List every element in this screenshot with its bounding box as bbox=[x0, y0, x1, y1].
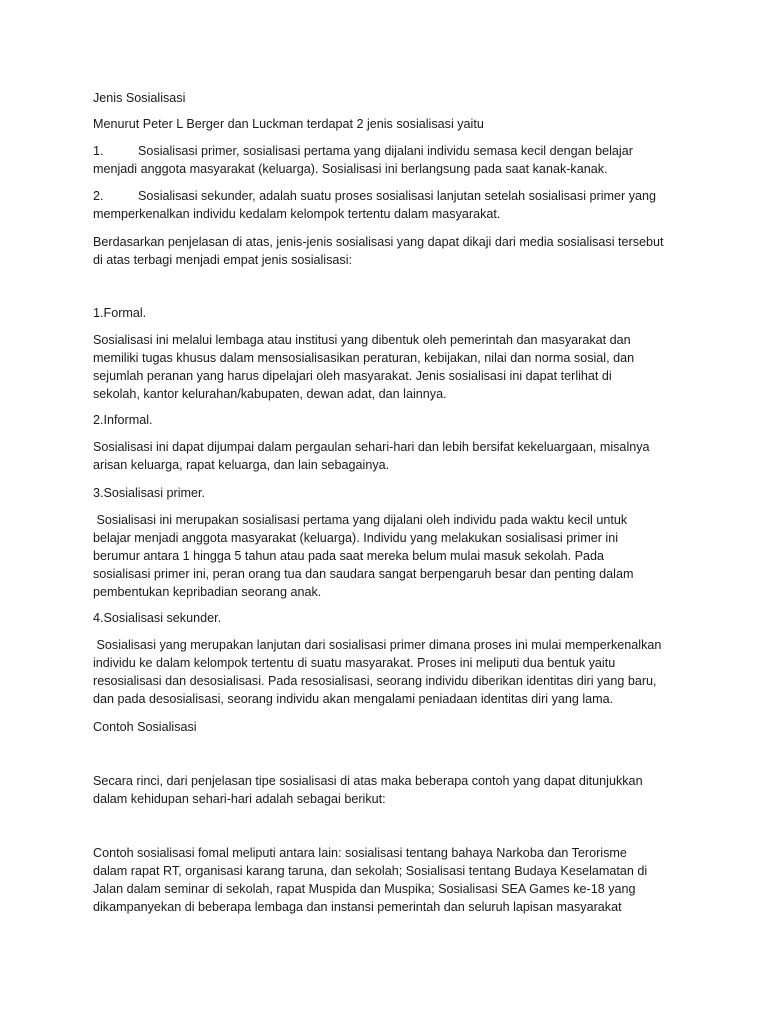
section-line: Sosialisasi ini merupakan sosialisasi pertama yang dijalani oleh individu pada waktu kecil untuk bbox=[93, 513, 628, 527]
section-line: sejumlah peranan yang harus dipelajari oleh masyarakat. Jenis sosialisasi ini dapat terlihat di bbox=[93, 369, 612, 383]
section-title: 4.Sosialisasi sekunder. bbox=[93, 611, 222, 625]
section-line: pembentukan kepribadian seorang anak. bbox=[93, 585, 322, 599]
section-line: arisan keluarga, rapat keluarga, dan lain sebagainya. bbox=[93, 458, 390, 472]
section-title: 2.Informal. bbox=[93, 413, 153, 427]
section-line: sosialisasi primer ini, peran orang tua dan saudara sangat berpengaruh besar dan penting dalam bbox=[93, 567, 634, 581]
section-title: 1.Formal. bbox=[93, 306, 147, 320]
section-line: individu ke dalam kelompok tertentu di suatu masyarakat. Proses ini meliputi dua bentuk yaitu bbox=[93, 656, 616, 670]
example-intro-line: dalam kehidupan sehari-hari adalah sebagai berikut: bbox=[93, 792, 386, 806]
document-heading: Jenis Sosialisasi bbox=[93, 91, 186, 105]
intro-paragraph: Menurut Peter L Berger dan Luckman terdapat 2 jenis sosialisasi yaitu bbox=[93, 117, 484, 131]
section-line: Sosialisasi ini dapat dijumpai dalam pergaulan sehari-hari dan lebih bersifat kekeluargaan, misalnya bbox=[93, 440, 650, 454]
list-item-line: menjadi anggota masyarakat (keluarga). Sosialisasi ini berlangsung pada saat kanak-kanak. bbox=[93, 162, 608, 176]
list-item-line: Sosialisasi primer, sosialisasi pertama yang dijalani individu semasa kecil dengan belajar bbox=[138, 144, 633, 158]
example-formal-line: dikampanyekan di beberapa lembaga dan instansi pemerintah dan seluruh lapisan masyarakat bbox=[93, 900, 622, 914]
example-formal-line: dalam rapat RT, organisasi karang taruna, dan sekolah; Sosialisasi tentang Budaya Keselamatan di bbox=[93, 864, 648, 878]
section-line: belajar menjadi anggota masyarakat (keluarga). Individu yang melakukan sosialisasi primer ini bbox=[93, 531, 619, 545]
section-line: memiliki tugas khusus dalam mensosialisasikan peraturan, kebijakan, nilai dan norma sosial, dan bbox=[93, 351, 635, 365]
summary-line: di atas terbagi menjadi empat jenis sosialisasi: bbox=[93, 253, 353, 267]
section-title: 3.Sosialisasi primer. bbox=[93, 486, 205, 500]
example-intro-line: Secara rinci, dari penjelasan tipe sosialisasi di atas maka beberapa contoh yang dapat ditunjukkan bbox=[93, 774, 643, 788]
section-line: resosialisasi dan desosialisasi. Pada resosialisasi, seorang individu diberikan identitas diri yang baru, bbox=[93, 674, 657, 688]
list-item-number: 1. bbox=[93, 144, 104, 158]
summary-line: Berdasarkan penjelasan di atas, jenis-jenis sosialisasi yang dapat dikaji dari media sosialisasi tersebut bbox=[93, 235, 664, 249]
section-line: Sosialisasi yang merupakan lanjutan dari sosialisasi primer dimana proses ini mulai memperkenalkan bbox=[93, 638, 662, 652]
example-formal-line: Contoh sosialisasi fomal meliputi antara lain: sosialisasi tentang bahaya Narkoba dan Terorisme bbox=[93, 846, 627, 860]
example-formal-line: Jalan dalam seminar di sekolah, rapat Muspida dan Muspika; Sosialisasi SEA Games ke-18 yang bbox=[93, 882, 636, 896]
section-line: sekolah, kantor kelurahan/kabupaten, dewan adat, dan lainnya. bbox=[93, 387, 447, 401]
example-heading: Contoh Sosialisasi bbox=[93, 720, 197, 734]
section-line: dan pada desosialisasi, seorang individu akan mengalami peniadaan identitas diri yang lama. bbox=[93, 692, 614, 706]
list-item-number: 2. bbox=[93, 189, 104, 203]
list-item-line: Sosialisasi sekunder, adalah suatu proses sosialisasi lanjutan setelah sosialisasi primer yang bbox=[138, 189, 657, 203]
section-line: Sosialisasi ini melalui lembaga atau institusi yang dibentuk oleh pemerintah dan masyarakat dan bbox=[93, 333, 631, 347]
list-item-line: memperkenalkan individu kedalam kelompok tertentu dalam masyarakat. bbox=[93, 207, 501, 221]
section-line: berumur antara 1 hingga 5 tahun atau pada saat mereka belum mulai masuk sekolah. Pada bbox=[93, 549, 605, 563]
